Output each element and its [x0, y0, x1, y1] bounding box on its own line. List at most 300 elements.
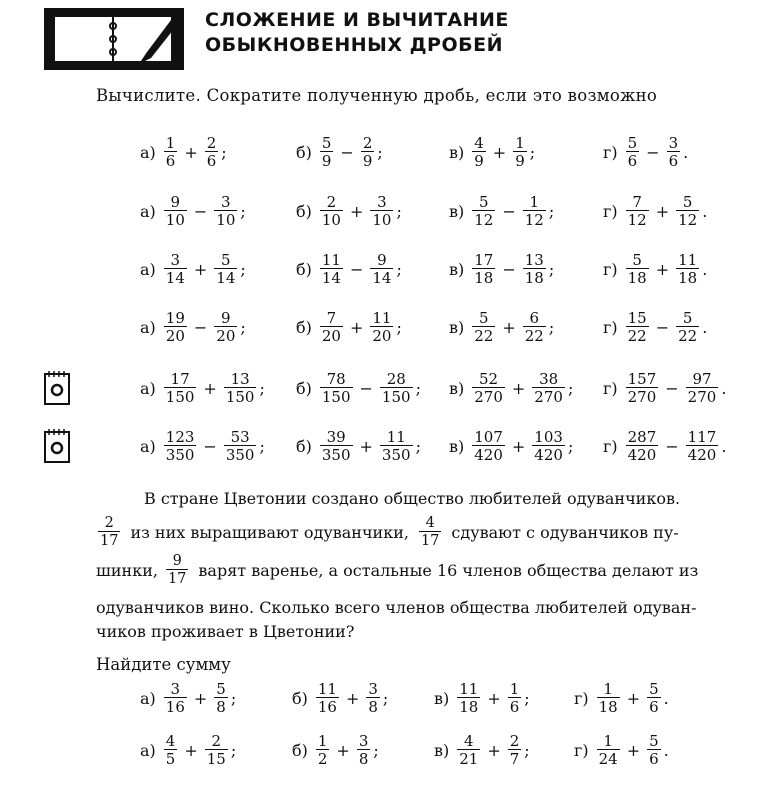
exercise-item — [603, 127, 688, 177]
exercise-item — [449, 244, 554, 294]
fraction — [214, 681, 228, 715]
problem-line-5: чиков проживает в Цветонии? — [96, 621, 355, 641]
operator: + — [184, 740, 198, 760]
denominator: 6 — [509, 698, 520, 716]
numerator: 17 — [474, 251, 494, 269]
denominator: 10 — [321, 211, 341, 229]
terminator: ; — [230, 740, 237, 760]
fraction — [472, 371, 505, 405]
operator: + — [626, 740, 641, 760]
item-label: а) — [140, 317, 156, 337]
item-label: г) — [603, 436, 618, 456]
sum-item — [574, 673, 669, 723]
terminator: . — [702, 317, 708, 337]
denominator: 20 — [372, 327, 392, 345]
terminator: ; — [377, 142, 383, 162]
operator: + — [359, 436, 373, 456]
numerator: 13 — [524, 251, 544, 269]
operator: + — [511, 378, 526, 398]
denominator: 22 — [474, 327, 494, 345]
numerator: 123 — [165, 428, 195, 446]
exercise-item — [603, 244, 707, 294]
denominator: 9 — [474, 152, 484, 170]
numerator: 6 — [529, 309, 540, 327]
terminator: ; — [240, 259, 246, 279]
numerator: 5 — [627, 134, 638, 152]
fraction — [370, 310, 393, 344]
operator: − — [349, 259, 364, 279]
denominator: 2 — [317, 750, 328, 768]
problem-fraction: $\frac{9}{17}$ — [167, 553, 187, 587]
fraction — [626, 252, 649, 286]
operator: + — [487, 688, 501, 708]
exercise-item — [296, 421, 421, 471]
terminator: ; — [524, 740, 530, 760]
item-label: а) — [140, 259, 156, 279]
numerator: 19 — [165, 309, 185, 327]
page-title — [205, 8, 509, 58]
fraction — [164, 135, 178, 169]
operator: − — [502, 259, 516, 279]
terminator: ; — [415, 378, 421, 398]
exercise-item — [449, 186, 554, 236]
denominator: 150 — [225, 388, 255, 406]
denominator: 9 — [515, 152, 525, 170]
fraction — [370, 194, 393, 228]
title-line-1: СЛОЖЕНИЕ И ВЫЧИТАНИЕ — [205, 9, 509, 31]
numerator: 7 — [326, 309, 337, 327]
denominator: 7 — [509, 750, 520, 768]
numerator: 11 — [459, 680, 479, 698]
exercise-item — [296, 302, 402, 352]
terminator: ; — [396, 201, 402, 221]
fraction — [164, 371, 197, 405]
problem-line-4: одуванчиков вино. Сколько всего членов общества любителей одуван- — [96, 597, 697, 617]
exercise-item — [296, 363, 421, 413]
numerator: 1 — [603, 732, 613, 750]
numerator: 4 — [165, 732, 176, 750]
exercise-item — [449, 127, 535, 177]
denominator: 10 — [165, 211, 185, 229]
operator: + — [184, 142, 198, 162]
denominator: 18 — [627, 269, 647, 287]
terminator: ; — [415, 436, 421, 456]
denominator: 15 — [206, 750, 226, 768]
fraction — [457, 733, 480, 767]
numerator: 5 — [479, 193, 489, 211]
numerator: 4 — [474, 134, 484, 152]
problem-line-1: В стране Цветонии создано общество любителей одуванчиков. — [144, 488, 681, 508]
problem-line-2: $\frac{2}{17}$ из них выращивают одуванчики, $\frac{4}{17}$ сдувают с одуванчиков пу- — [100, 515, 679, 549]
item-label: г) — [603, 201, 618, 221]
operator: − — [665, 436, 679, 456]
denominator: 270 — [534, 388, 563, 406]
exercise-row — [0, 302, 768, 352]
denominator: 150 — [165, 388, 195, 406]
operator: + — [203, 378, 217, 398]
fraction — [667, 135, 681, 169]
numerator: 15 — [627, 309, 647, 327]
denominator: 6 — [206, 152, 217, 170]
fraction — [214, 194, 237, 228]
fraction — [626, 194, 649, 228]
sum-item — [292, 725, 379, 775]
item-label: в) — [449, 436, 465, 456]
sum-item — [292, 673, 388, 723]
sum-item — [140, 673, 236, 723]
terminator: ; — [548, 317, 555, 337]
numerator: 3 — [170, 251, 181, 269]
item-label: б) — [296, 378, 312, 398]
exercise-item — [296, 186, 402, 236]
item-label: в) — [449, 142, 465, 162]
denominator: 14 — [372, 269, 392, 287]
numerator: 2 — [211, 732, 222, 750]
denominator: 18 — [524, 269, 544, 287]
exercise-item — [140, 244, 246, 294]
fraction — [597, 733, 620, 767]
exercise-item — [140, 302, 246, 352]
exercise-row — [0, 244, 768, 294]
denominator: 420 — [627, 446, 657, 464]
terminator: ; — [240, 317, 246, 337]
operator: − — [203, 436, 217, 456]
fraction — [513, 135, 527, 169]
numerator: 3 — [368, 680, 378, 698]
fraction — [320, 194, 343, 228]
fraction — [164, 429, 197, 463]
denominator: 14 — [321, 269, 341, 287]
exercise-item — [140, 186, 246, 236]
operator: − — [655, 317, 670, 337]
numerator: 3 — [221, 193, 231, 211]
exercise-item — [449, 421, 573, 471]
fraction — [626, 371, 659, 405]
fraction — [676, 252, 699, 286]
terminator: . — [663, 740, 669, 760]
terminator: . — [721, 378, 727, 398]
numerator: 9 — [170, 193, 181, 211]
fraction — [357, 733, 371, 767]
numerator: 28 — [386, 370, 406, 388]
numerator: 97 — [692, 370, 712, 388]
sum-title: Найдите сумму — [96, 655, 231, 674]
numerator: 11 — [678, 251, 698, 269]
numerator: 5 — [479, 309, 489, 327]
numerator: 4 — [464, 732, 474, 750]
terminator: ; — [567, 378, 574, 398]
fraction — [626, 429, 659, 463]
denominator: 350 — [381, 446, 411, 464]
numerator: 117 — [687, 428, 717, 446]
fraction — [532, 371, 565, 405]
terminator: ; — [259, 378, 265, 398]
numerator: 11 — [372, 309, 392, 327]
denominator: 14 — [165, 269, 185, 287]
fraction — [224, 429, 257, 463]
denominator: 150 — [321, 388, 351, 406]
fraction — [523, 252, 546, 286]
fraction — [380, 371, 413, 405]
terminator: ; — [567, 436, 574, 456]
fraction — [164, 733, 178, 767]
exercise-item — [603, 186, 707, 236]
denominator: 9 — [362, 152, 373, 170]
fraction — [597, 681, 620, 715]
numerator: 5 — [682, 193, 693, 211]
denominator: 20 — [321, 327, 341, 345]
terminator: . — [683, 142, 689, 162]
fraction — [686, 371, 719, 405]
sum-item — [140, 725, 236, 775]
item-label: б) — [296, 317, 312, 337]
denominator: 150 — [381, 388, 411, 406]
denominator: 18 — [459, 698, 479, 716]
denominator: 6 — [649, 750, 659, 768]
exercise-item — [603, 421, 726, 471]
numerator: 3 — [358, 732, 369, 750]
fraction — [164, 681, 187, 715]
fraction — [686, 429, 719, 463]
denominator: 20 — [165, 327, 185, 345]
denominator: 24 — [598, 750, 618, 768]
fraction — [532, 429, 565, 463]
terminator: ; — [548, 259, 555, 279]
item-label: г) — [574, 740, 589, 760]
item-label: б) — [296, 142, 312, 162]
operator: − — [193, 201, 208, 221]
denominator: 18 — [598, 698, 618, 716]
fraction — [523, 310, 546, 344]
numerator: 5 — [682, 309, 693, 327]
denominator: 270 — [474, 388, 503, 406]
operator: + — [193, 688, 208, 708]
denominator: 6 — [165, 152, 176, 170]
denominator: 12 — [524, 211, 544, 229]
item-label: б) — [292, 740, 308, 760]
item-label: в) — [449, 378, 465, 398]
problem-fraction: $\frac{4}{17}$ — [420, 515, 440, 549]
denominator: 6 — [627, 152, 638, 170]
terminator: . — [721, 436, 727, 456]
exercise-item — [603, 302, 707, 352]
operator: + — [511, 436, 526, 456]
fraction — [626, 310, 649, 344]
title-line-2: ОБЫКНОВЕННЫХ ДРОБЕЙ — [205, 34, 503, 56]
fraction — [457, 681, 480, 715]
denominator: 22 — [627, 327, 647, 345]
numerator: 1 — [509, 680, 520, 698]
numerator: 157 — [627, 370, 657, 388]
fraction — [320, 371, 353, 405]
operator: − — [665, 378, 679, 398]
numerator: 17 — [170, 370, 190, 388]
exercise-item — [140, 421, 265, 471]
numerator: 39 — [326, 428, 346, 446]
numerator: 78 — [326, 370, 346, 388]
numerator: 11 — [317, 680, 337, 698]
denominator: 16 — [317, 698, 337, 716]
fraction — [205, 733, 228, 767]
numerator: 287 — [627, 428, 657, 446]
denominator: 22 — [678, 327, 698, 345]
fraction — [370, 252, 393, 286]
exercise-row — [0, 186, 768, 236]
fraction — [676, 194, 699, 228]
operator: + — [345, 688, 360, 708]
operator: + — [336, 740, 350, 760]
operator: − — [193, 317, 208, 337]
operator: − — [359, 378, 373, 398]
exercise-item — [140, 363, 265, 413]
notebook-pen-icon — [44, 8, 184, 70]
problem-line-3: шинки, $\frac{9}{17}$ варят варенье, а остальные 16 членов общества делают из — [96, 553, 699, 587]
numerator: 5 — [632, 251, 642, 269]
denominator: 270 — [687, 388, 717, 406]
item-label: а) — [140, 740, 156, 760]
terminator: ; — [396, 317, 402, 337]
denominator: 270 — [627, 388, 657, 406]
operator: − — [646, 142, 660, 162]
numerator: 3 — [668, 134, 679, 152]
item-label: а) — [140, 688, 156, 708]
numerator: 107 — [474, 428, 503, 446]
exercise-row — [0, 127, 768, 177]
sum-item — [574, 725, 669, 775]
difficulty-marker-icon — [43, 428, 71, 464]
numerator: 5 — [221, 251, 231, 269]
operator: − — [502, 201, 516, 221]
fraction — [316, 681, 339, 715]
denominator: 20 — [216, 327, 236, 345]
fraction — [508, 733, 522, 767]
denominator: 350 — [165, 446, 195, 464]
numerator: 1 — [515, 134, 525, 152]
fraction — [508, 681, 522, 715]
fraction — [472, 310, 495, 344]
terminator: . — [663, 688, 669, 708]
numerator: 2 — [509, 732, 520, 750]
numerator: 9 — [221, 309, 231, 327]
fraction — [320, 135, 334, 169]
operator: + — [655, 201, 670, 221]
denominator: 5 — [165, 750, 176, 768]
fraction — [647, 681, 661, 715]
denominator: 8 — [358, 750, 369, 768]
fraction — [205, 135, 219, 169]
numerator: 5 — [649, 732, 659, 750]
operator: + — [655, 259, 670, 279]
numerator: 38 — [539, 370, 559, 388]
fraction — [164, 194, 187, 228]
terminator: ; — [240, 201, 246, 221]
item-label: г) — [603, 142, 618, 162]
fraction — [472, 429, 505, 463]
denominator: 21 — [459, 750, 479, 768]
exercise-row — [0, 363, 768, 413]
numerator: 9 — [377, 251, 387, 269]
item-label: б) — [296, 201, 312, 221]
terminator: ; — [230, 688, 237, 708]
fraction — [361, 135, 375, 169]
exercise-item — [296, 127, 383, 177]
operator: + — [487, 740, 501, 760]
fraction — [316, 733, 330, 767]
item-label: г) — [603, 378, 618, 398]
fraction — [380, 429, 413, 463]
numerator: 5 — [649, 680, 659, 698]
fraction — [523, 194, 546, 228]
denominator: 14 — [216, 269, 236, 287]
denominator: 8 — [368, 698, 378, 716]
exercise-item — [603, 363, 726, 413]
terminator: . — [702, 259, 708, 279]
numerator: 2 — [206, 134, 217, 152]
item-label: а) — [140, 142, 156, 162]
operator: + — [349, 201, 364, 221]
item-label: б) — [296, 259, 312, 279]
operator: + — [349, 317, 364, 337]
exercise-row — [0, 421, 768, 471]
fraction — [214, 252, 237, 286]
item-label: в) — [449, 201, 465, 221]
numerator: 11 — [321, 251, 341, 269]
sum-row — [0, 673, 768, 723]
fraction — [320, 252, 343, 286]
item-label: г) — [603, 317, 618, 337]
numerator: 3 — [377, 193, 387, 211]
fraction — [626, 135, 640, 169]
fraction — [472, 252, 495, 286]
numerator: 1 — [165, 134, 176, 152]
fraction — [472, 194, 495, 228]
numerator: 2 — [362, 134, 373, 152]
fraction — [366, 681, 380, 715]
numerator: 11 — [386, 428, 406, 446]
denominator: 350 — [321, 446, 351, 464]
numerator: 1 — [603, 680, 613, 698]
item-label: в) — [449, 317, 465, 337]
item-label: б) — [296, 436, 312, 456]
fraction — [320, 429, 353, 463]
operator: + — [492, 142, 507, 162]
denominator: 10 — [216, 211, 236, 229]
sum-item — [434, 725, 530, 775]
fraction — [164, 252, 187, 286]
denominator: 6 — [649, 698, 659, 716]
item-label: а) — [140, 201, 156, 221]
exercise-item — [449, 302, 554, 352]
item-label: г) — [574, 688, 589, 708]
terminator: ; — [548, 201, 555, 221]
numerator: 52 — [479, 370, 499, 388]
exercise-item — [140, 127, 227, 177]
denominator: 22 — [524, 327, 544, 345]
numerator: 13 — [230, 370, 250, 388]
terminator: ; — [396, 259, 402, 279]
denominator: 18 — [474, 269, 494, 287]
problem-fraction: $\frac{2}{17}$ — [100, 515, 119, 549]
denominator: 12 — [474, 211, 494, 229]
terminator: ; — [221, 142, 227, 162]
fraction — [676, 310, 699, 344]
fraction — [224, 371, 257, 405]
denominator: 6 — [668, 152, 679, 170]
item-label: б) — [292, 688, 308, 708]
item-label: в) — [434, 740, 450, 760]
numerator: 7 — [632, 193, 642, 211]
numerator: 53 — [230, 428, 250, 446]
